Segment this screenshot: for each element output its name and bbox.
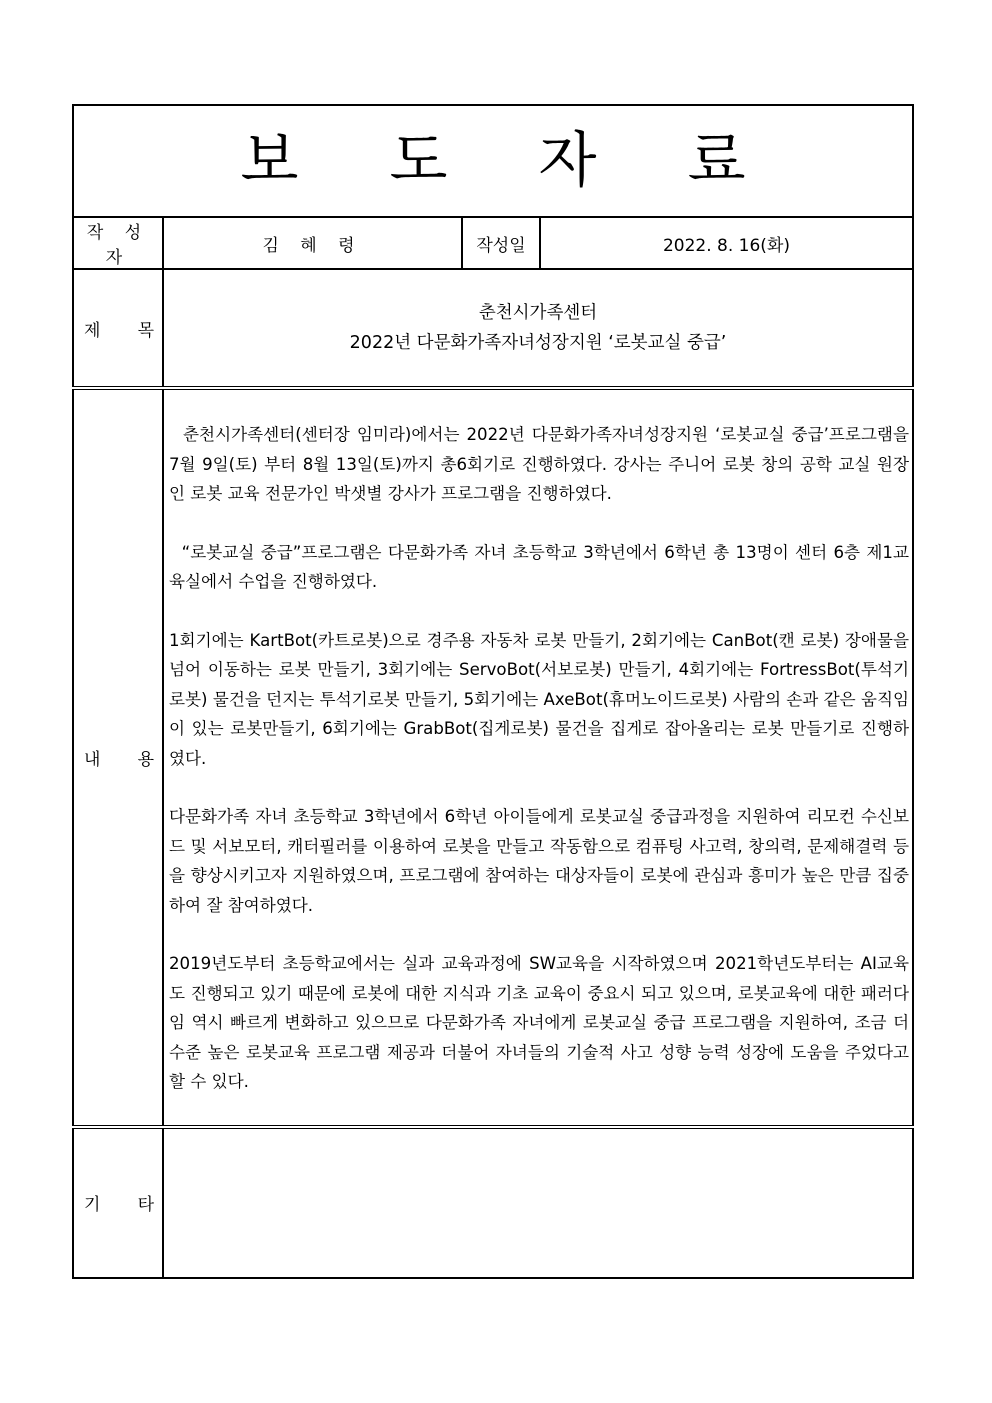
content-label-char-2: 용: [137, 749, 154, 770]
content-label-cell: [73, 388, 163, 1127]
author-label: 작 성 자: [86, 223, 150, 268]
title-cell: [73, 105, 913, 217]
subject-line-2: 2022년 다문화가족자녀성장지원 ‘로봇교실 중급’: [349, 333, 727, 353]
etc-label: [74, 1190, 162, 1215]
date-value: 2022. 8. 16(화): [662, 235, 790, 256]
content-label: [74, 745, 162, 770]
document-title: 보 도 자 료: [240, 126, 782, 196]
content-paragraph-1: 춘천시가족센터(센터장 임미라)에서는 2022년 다문화가족자녀성장지원 ‘로봇교실 중급’프로그램을 7월 9일(토) 부터 8월 13일(토)까지 총6회기로 진행하였다. 강사는 주니어 로봇 창의 공학 교실 원장인 로봇 교육 전문가인 박샛별 강사가 프로그램을 진행하였다.: [169, 425, 909, 503]
subject-label-cell: [73, 269, 163, 388]
etc-label-char-1: 기: [84, 1195, 101, 1215]
etc-label-char-2: 타: [137, 1195, 154, 1215]
subject-label-char-1: 제: [84, 320, 101, 341]
content-paragraph-2: “로봇교실 중급”프로그램은 다문화가족 자녀 초등학교 3학년에서 6학년 총 13명이 센터 6층 제1교육실에서 수업을 진행하였다.: [169, 542, 909, 591]
author-value: 김 혜 령: [262, 235, 363, 256]
subject-label: [74, 316, 162, 341]
author-label-cell: [73, 217, 163, 269]
content-paragraph-4: 다문화가족 자녀 초등학교 3학년에서 6학년 아이들에게 로봇교실 중급과정을 지원하여 리모컨 수신보드 및 서보모터, 캐터필러를 이용하여 로봇을 만들고 작동함으로 컴퓨팅 사고력, 창의력, 문제해결력 등을 향상시키고자 지원하였으며, 프로그램에 참여하는 대상자들이 로봇에 관심과 흥미가 높은 만큼 집중하여 잘 참여하였다.: [169, 807, 909, 915]
author-value-cell: [163, 217, 462, 269]
date-label: 작성일: [476, 235, 526, 256]
content-paragraph-5: 2019년도부터 초등학교에서는 실과 교육과정에 SW교육을 시작하였으며 2021학년도부터는 AI교육도 진행되고 있기 때문에 로봇에 대한 지식과 기초 교육이 중요시 되고 있으며, 로봇교육에 대한 패러다임 역시 빠르게 변화하고 있으므로 다문화가족 자녀에게 로봇교실 중급 프로그램을 지원하여, 조금 더 수준 높은 로봇교육 프로그램 제공과 더불어 자녀들의 기술적 사고 성향 능력 성장에 도움을 주었다고 할 수 있다.: [169, 954, 909, 1091]
etc-value-cell: [163, 1127, 913, 1278]
subject-line-1: 춘천시가족센터: [478, 303, 598, 323]
date-value-cell: [540, 217, 913, 269]
press-release-table: [72, 104, 914, 1279]
subject-value-cell: [163, 269, 913, 388]
content-label-char-1: 내: [84, 749, 101, 770]
press-release-document: [72, 104, 912, 1279]
content-paragraph-3: 1회기에는 KartBot(카트로봇)으로 경주용 자동차 로봇 만들기, 2회기에는 CanBot(캔 로봇) 장애물을 넘어 이동하는 로봇 만들기, 3회기에는 ServoBot(서보로봇) 만들기, 4회기에는 FortressBot(투석기로봇) 물건을 던지는 투석기로봇 만들기, 5회기에는 AxeBot(휴머노이드로봇) 사람의 손과 같은 움직임이 있는 로봇만들기, 6회기에는 GrabBot(집게로봇) 물건을 집게로 잡아올리는 로봇 만들기로 진행하였다.: [169, 630, 910, 768]
date-label-cell: [462, 217, 540, 269]
content-body-cell: [163, 388, 913, 1127]
subject-label-char-2: 목: [137, 320, 154, 341]
etc-label-cell: [73, 1127, 163, 1278]
